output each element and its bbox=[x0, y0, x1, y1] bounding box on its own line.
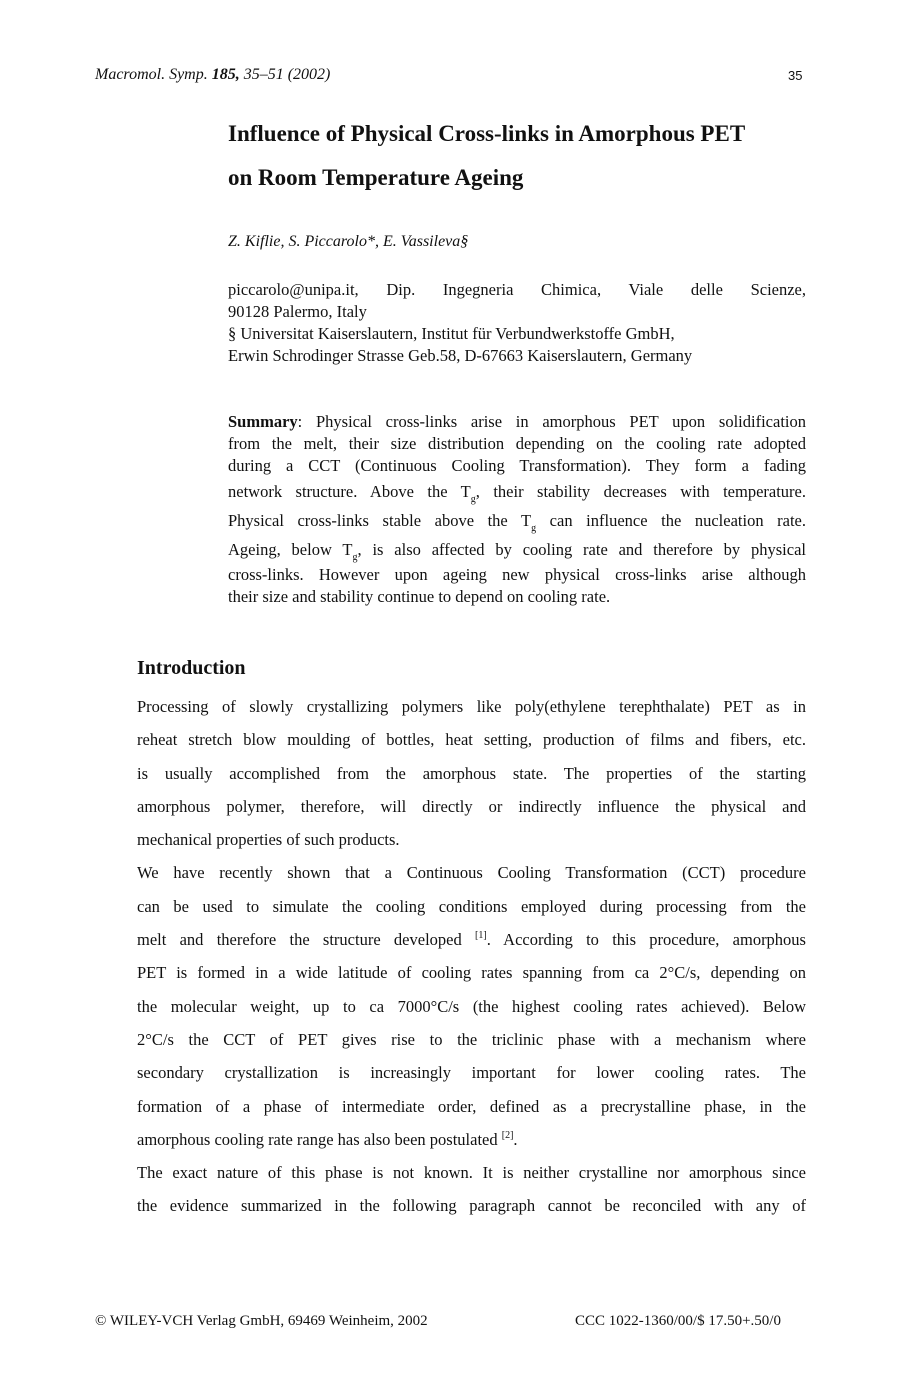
subscript-g: g bbox=[470, 494, 476, 505]
body-line: formation of a phase of intermediate order, defined as a precrystalline phase, in the bbox=[137, 1096, 806, 1116]
ccc-code-footer: CCC 1022-1360/00/$ 17.50+.50/0 bbox=[575, 1313, 781, 1329]
body-line: can be used to simulate the cooling conditions employed during processing from the bbox=[137, 896, 806, 916]
summary-line-3: during a CCT (Continuous Cooling Transformation). They form a fading bbox=[228, 456, 806, 475]
summary-label: Summary bbox=[228, 412, 298, 431]
body-line: the molecular weight, up to ca 7000°C/s (the highest cooling rates achieved). Below bbox=[137, 996, 806, 1016]
body-line: amorphous polymer, therefore, will directly or indirectly influence the physical and bbox=[137, 796, 806, 816]
paper-title bbox=[228, 112, 828, 200]
section-heading-introduction: Introduction bbox=[137, 657, 246, 679]
journal-volume: 185, bbox=[211, 66, 240, 83]
body-line: reheat stretch blow moulding of bottles, heat setting, production of films and fibers, etc. bbox=[137, 730, 806, 750]
summary-line-7: cross-links. However upon ageing new physical cross-links arise although bbox=[228, 565, 806, 584]
summary-line-2: from the melt, their size distribution depending on the cooling rate adopted bbox=[228, 434, 806, 453]
journal-pages-year: 35–51 (2002) bbox=[243, 66, 331, 83]
affiliation-line-4: Erwin Schrodinger Strasse Geb.58, D-67663 Kaiserslautern, Germany bbox=[228, 346, 693, 365]
body-line: Processing of slowly crystallizing polymers like poly(ethylene terephthalate) PET as in bbox=[137, 697, 806, 716]
body-line: secondary crystallization is increasingly important for lower cooling rates. The bbox=[137, 1063, 806, 1083]
affiliation-line-3: § Universitat Kaiserslautern, Institut für Verbundwerkstoffe GmbH, bbox=[228, 324, 675, 343]
body-line: mechanical properties of such products. bbox=[137, 830, 400, 850]
body-line: PET is formed in a wide latitude of cooling rates spanning from ca 2°C/s, depending on bbox=[137, 963, 806, 983]
subscript-g: g bbox=[352, 552, 358, 563]
body-line: melt and therefore the structure developed [1]. According to this procedure, amorphous bbox=[137, 930, 806, 950]
summary-line-5: Physical cross-links stable above the $T_g$ can influence the nucleation rate. bbox=[228, 511, 806, 534]
citation-2: [2] bbox=[501, 1129, 514, 1141]
copyright-footer: © WILEY-VCH Verlag GmbH, 69469 Weinheim, 2002 bbox=[95, 1313, 428, 1329]
title-line-2: on Room Temperature Ageing bbox=[228, 165, 524, 190]
affiliations bbox=[228, 279, 806, 367]
body-line: amorphous cooling rate range has also been postulated [2]. bbox=[137, 1129, 518, 1149]
body-line: We have recently shown that a Continuous Cooling Transformation (CCT) procedure bbox=[137, 863, 806, 883]
introduction-body bbox=[137, 690, 806, 1223]
body-line: The exact nature of this phase is not known. It is neither crystalline nor amorphous since bbox=[137, 1163, 806, 1183]
citation-1: [1] bbox=[475, 930, 487, 942]
body-line: is usually accomplished from the amorphous state. The properties of the starting bbox=[137, 763, 806, 783]
journal-name: Macromol. Symp. bbox=[95, 66, 208, 83]
subscript-g: g bbox=[531, 523, 537, 534]
summary-line-4: network structure. Above the $T_g$, their stability decreases with temperature. bbox=[228, 482, 806, 505]
summary-line-1: : Physical cross-links arise in amorphous PET upon solidification bbox=[297, 412, 806, 431]
body-line: the evidence summarized in the following paragraph cannot be reconciled with any of bbox=[137, 1196, 806, 1216]
affiliation-line-2: 90128 Palermo, Italy bbox=[228, 302, 367, 321]
authors: Z. Kiflie, S. Piccarolo*, E. Vassileva§ bbox=[228, 233, 469, 250]
affiliation-line-1: piccarolo@unipa.it, Dip. Ingegneria Chimica, Viale delle Scienze, bbox=[228, 280, 806, 299]
title-line-1: Influence of Physical Cross-links in Amorphous PET bbox=[228, 121, 746, 146]
abstract bbox=[228, 411, 806, 608]
running-header bbox=[95, 66, 330, 84]
summary-line-8: their size and stability continue to depend on cooling rate. bbox=[228, 587, 611, 606]
page-number: 35 bbox=[788, 68, 803, 83]
body-line: 2°C/s the CCT of PET gives rise to the triclinic phase with a mechanism where bbox=[137, 1029, 806, 1049]
summary-line-6: Ageing, below $T_g$, is also affected by cooling rate and therefore by physical bbox=[228, 540, 806, 563]
